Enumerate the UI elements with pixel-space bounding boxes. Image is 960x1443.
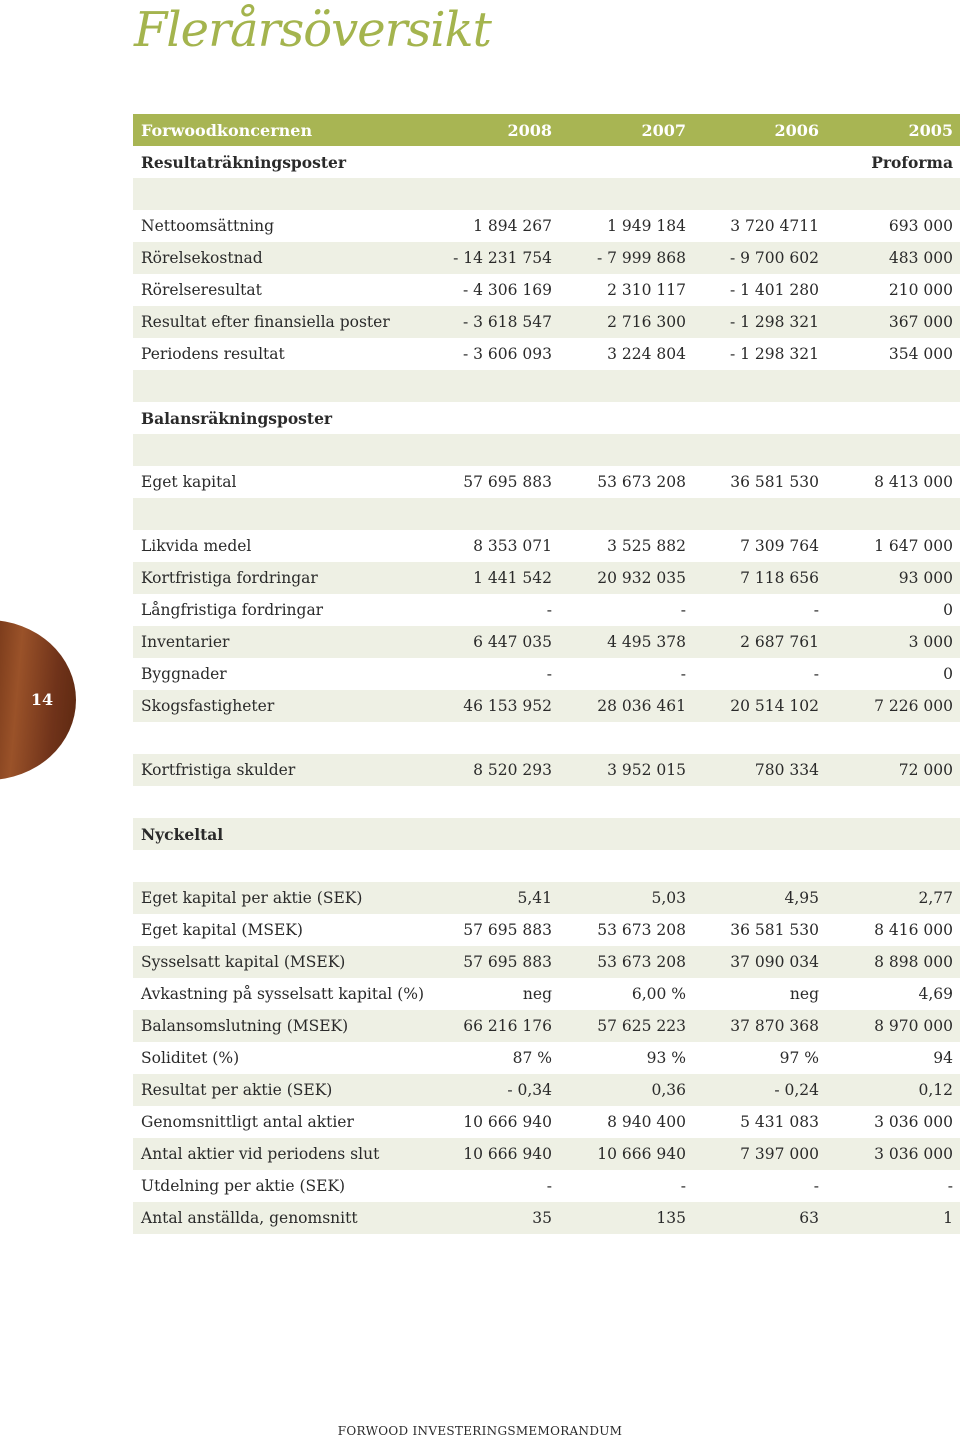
table-row	[133, 1074, 960, 1106]
table-row	[133, 306, 960, 338]
row-value: -	[813, 601, 819, 619]
row-label: Soliditet (%)	[141, 1049, 240, 1067]
row-value: - 9 700 602	[729, 249, 819, 267]
row-value: 57 695 883	[463, 953, 552, 971]
row-value: 8 970 000	[874, 1017, 953, 1035]
table-row	[133, 1106, 960, 1138]
row-value: - 3 618 547	[462, 313, 552, 331]
row-value: 4,95	[784, 889, 819, 907]
row-value: 94	[933, 1049, 953, 1067]
table-row	[133, 1138, 960, 1170]
row-value: 2 687 761	[740, 633, 819, 651]
row-value: 2 310 117	[607, 281, 686, 299]
row-value: 63	[799, 1209, 819, 1227]
row-value: 1 894 267	[473, 217, 552, 235]
row-label: Byggnader	[141, 665, 227, 683]
header-year-2008: 2008	[507, 120, 552, 140]
row-label: Antal aktier vid periodens slut	[141, 1145, 380, 1163]
table-row	[133, 210, 960, 242]
row-label: Avkastning på sysselsatt kapital (%)	[141, 985, 425, 1003]
row-label: Nettoomsättning	[141, 217, 275, 235]
row-label: Eget kapital (MSEK)	[141, 921, 303, 939]
row-value: 57 695 883	[463, 921, 552, 939]
row-value: 53 673 208	[597, 921, 686, 939]
row-value: -	[680, 665, 686, 683]
row-value: 135	[656, 1209, 686, 1227]
row-value: 780 334	[754, 761, 819, 779]
row-value: - 1 298 321	[729, 313, 819, 331]
table-row	[133, 498, 960, 530]
row-value: 8 940 400	[607, 1113, 686, 1131]
row-value: 93 000	[898, 569, 953, 587]
row-value: 28 036 461	[597, 697, 686, 715]
row-value: 37 090 034	[730, 953, 819, 971]
row-value: 7 309 764	[740, 537, 819, 555]
row-value: 3 036 000	[874, 1145, 953, 1163]
row-value: neg	[522, 985, 552, 1003]
row-value: 8 520 293	[473, 761, 552, 779]
row-value: 0,12	[918, 1081, 953, 1099]
row-value: 20 514 102	[730, 697, 819, 715]
row-label: Rörelsekostnad	[141, 249, 263, 267]
table-row	[133, 946, 960, 978]
row-value: 87 %	[512, 1049, 552, 1067]
header-year-2005: 2005	[908, 120, 953, 140]
row-label: Kortfristiga skulder	[141, 761, 296, 779]
row-value: - 3 606 093	[462, 345, 552, 363]
row-value: 0	[943, 665, 953, 683]
row-value: 93 %	[646, 1049, 686, 1067]
header-company: Forwoodkoncernen	[141, 120, 313, 140]
row-value: -	[546, 1177, 552, 1195]
header-year-2007: 2007	[641, 120, 686, 140]
row-label: Periodens resultat	[141, 345, 285, 363]
row-value: 3 720 4711	[730, 217, 819, 235]
row-label: Resultat per aktie (SEK)	[141, 1081, 333, 1099]
row-value: 10 666 940	[463, 1113, 552, 1131]
table-row	[133, 594, 960, 626]
row-value: 57 695 883	[463, 473, 552, 491]
table-row	[133, 466, 960, 498]
row-value: - 1 298 321	[729, 345, 819, 363]
table-row	[133, 626, 960, 658]
table-row	[133, 402, 960, 434]
row-value: 53 673 208	[597, 953, 686, 971]
row-value: 1 441 542	[473, 569, 552, 587]
header-year-2006: 2006	[774, 120, 819, 140]
row-value: 483 000	[888, 249, 953, 267]
table-row	[133, 530, 960, 562]
table-row	[133, 434, 960, 466]
row-label: Resultat efter finansiella poster	[141, 313, 390, 331]
row-value: 8 416 000	[874, 921, 953, 939]
row-value: 693 000	[888, 217, 953, 235]
table-row	[133, 722, 960, 754]
table-header-row	[133, 114, 960, 146]
row-value: 210 000	[888, 281, 953, 299]
row-label: Kortfristiga fordringar	[141, 569, 318, 587]
table-row	[133, 338, 960, 370]
table-row	[133, 690, 960, 722]
row-value: 8 353 071	[473, 537, 552, 555]
table-row	[133, 818, 960, 850]
row-value: 354 000	[888, 345, 953, 363]
table-row	[133, 242, 960, 274]
row-value: 35	[532, 1209, 552, 1227]
row-value: 5,03	[651, 889, 686, 907]
row-value: neg	[789, 985, 819, 1003]
row-value: 10 666 940	[597, 1145, 686, 1163]
row-value: 5,41	[517, 889, 552, 907]
page-footer: FORWOOD INVESTERINGSMEMORANDUM	[337, 1424, 623, 1438]
row-label: Balansomslutning (MSEK)	[141, 1017, 349, 1035]
table-row	[133, 1170, 960, 1202]
row-value: -	[947, 1177, 953, 1195]
row-value: -	[813, 1177, 819, 1195]
row-label: Genomsnittligt antal aktier	[141, 1113, 354, 1131]
row-value: 20 932 035	[597, 569, 686, 587]
row-value: - 7 999 868	[596, 249, 686, 267]
row-value: -	[546, 601, 552, 619]
row-value: 3 525 882	[607, 537, 686, 555]
row-label: Inventarier	[141, 633, 230, 651]
row-value: 367 000	[888, 313, 953, 331]
row-value: 10 666 940	[463, 1145, 552, 1163]
row-value: 1 647 000	[874, 537, 953, 555]
row-value: 1	[943, 1209, 953, 1227]
row-value: - 0,34	[507, 1081, 552, 1099]
table-row	[133, 146, 960, 178]
table-row	[133, 562, 960, 594]
table-row	[133, 978, 960, 1010]
row-value: 3 000	[908, 633, 953, 651]
row-value: -	[546, 665, 552, 683]
row-value: 8 413 000	[874, 473, 953, 491]
row-label: Antal anställda, genomsnitt	[141, 1209, 358, 1227]
row-label: Sysselsatt kapital (MSEK)	[141, 953, 346, 971]
row-value: -	[680, 1177, 686, 1195]
table-row	[133, 274, 960, 306]
row-label: Likvida medel	[141, 537, 252, 555]
row-value: 57 625 223	[597, 1017, 686, 1035]
row-value: - 14 231 754	[453, 249, 552, 267]
row-value: 36 581 530	[730, 473, 819, 491]
row-label: Rörelseresultat	[141, 281, 262, 299]
table-row	[133, 882, 960, 914]
row-value: - 4 306 169	[462, 281, 552, 299]
row-value: -	[813, 665, 819, 683]
row-value: 5 431 083	[740, 1113, 819, 1131]
table-row	[133, 1042, 960, 1074]
row-value: 46 153 952	[463, 697, 552, 715]
row-value: 36 581 530	[730, 921, 819, 939]
row-value: 1 949 184	[607, 217, 686, 235]
row-value: 7 118 656	[740, 569, 819, 587]
row-value: 2 716 300	[607, 313, 686, 331]
row-label: Resultaträkningsposter	[141, 152, 347, 172]
row-value: 8 898 000	[874, 953, 953, 971]
table-row	[133, 1202, 960, 1234]
row-value: - 1 401 280	[729, 281, 819, 299]
row-label: Långfristiga fordringar	[141, 601, 324, 619]
table-row	[133, 178, 960, 210]
row-label: Utdelning per aktie (SEK)	[141, 1177, 346, 1195]
row-value: 66 216 176	[463, 1017, 552, 1035]
row-value: 6 447 035	[473, 633, 552, 651]
table-row	[133, 658, 960, 690]
row-label: Nyckeltal	[141, 824, 224, 844]
row-value: 3 952 015	[607, 761, 686, 779]
row-label: Eget kapital per aktie (SEK)	[141, 889, 363, 907]
table-row	[133, 914, 960, 946]
row-value: 4 495 378	[607, 633, 686, 651]
row-value: 3 036 000	[874, 1113, 953, 1131]
row-value: 37 870 368	[730, 1017, 819, 1035]
row-value: 53 673 208	[597, 473, 686, 491]
table-row	[133, 786, 960, 818]
row-label: Skogsfastigheter	[141, 697, 275, 715]
row-value: 7 397 000	[740, 1145, 819, 1163]
row-value: 3 224 804	[607, 345, 686, 363]
table-row	[133, 370, 960, 402]
row-value: 7 226 000	[874, 697, 953, 715]
row-label: Balansräkningsposter	[141, 408, 333, 428]
page-title: Flerårsöversikt	[134, 2, 491, 58]
row-value: -	[680, 601, 686, 619]
row-value: - 0,24	[774, 1081, 819, 1099]
row-value: 0,36	[651, 1081, 686, 1099]
page-number: 14	[30, 690, 54, 709]
table-row	[133, 850, 960, 882]
row-value: 72 000	[898, 761, 953, 779]
row-value: 0	[943, 601, 953, 619]
table-row	[133, 754, 960, 786]
row-value: 6,00 %	[631, 985, 686, 1003]
row-value: 97 %	[779, 1049, 819, 1067]
financial-table	[133, 114, 960, 1234]
table-row	[133, 1010, 960, 1042]
row-value: 2,77	[918, 889, 953, 907]
row-value: Proforma	[871, 152, 953, 172]
row-label: Eget kapital	[141, 473, 237, 491]
row-value: 4,69	[918, 985, 953, 1003]
